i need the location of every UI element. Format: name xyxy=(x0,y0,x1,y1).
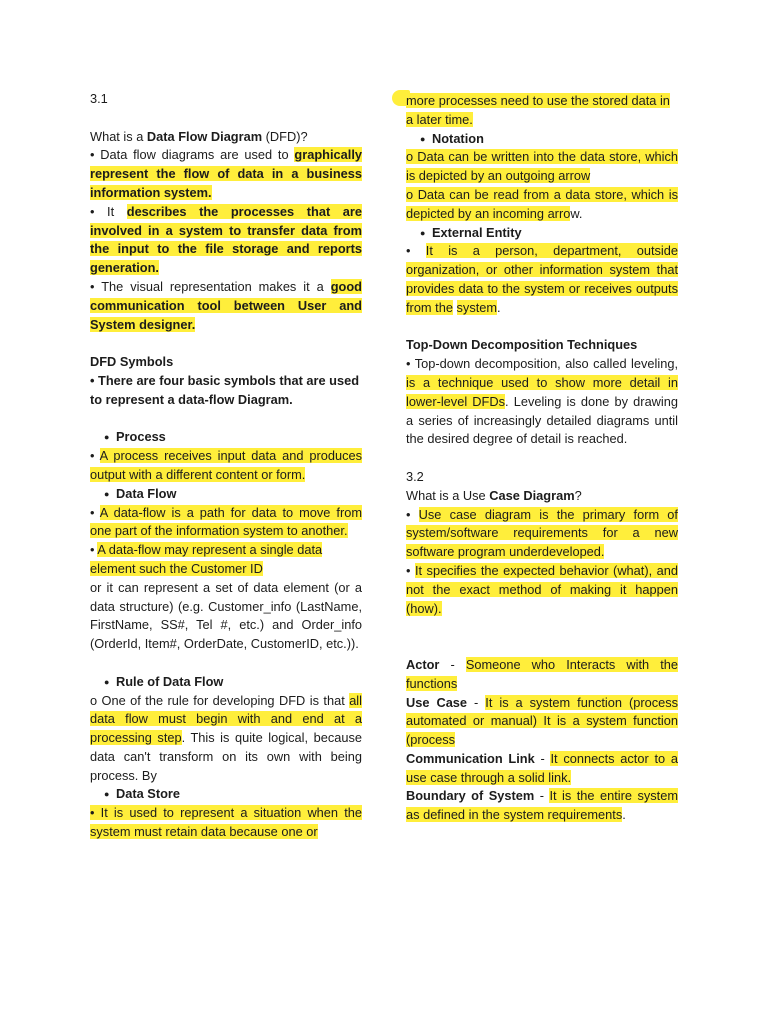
process-heading: ● Process xyxy=(90,428,362,447)
section-number-2: 3.2 xyxy=(406,468,424,484)
symbols-heading: DFD Symbols xyxy=(90,354,174,370)
symbols-intro: • There are four basic symbols that are used to represent a data-flow Diagram. xyxy=(90,372,360,407)
dataflow-heading: ● Data Flow xyxy=(90,485,362,504)
dfd-paragraph-2: • It describes the processes that are involved in a system to transfer data from the input to the file storage and reports generation. xyxy=(90,203,362,276)
section-number: 3.1 xyxy=(90,91,108,106)
rule-heading: ● Rule of Data Flow xyxy=(90,673,362,692)
store-heading: ● Data Store xyxy=(90,785,362,804)
process-text: • A process receives input data and produces output with a different content or form. xyxy=(90,448,362,482)
store-text: • It is used to represent a situation when the system must retain data because one or xyxy=(90,805,362,840)
dfd-paragraph-3: • The visual representation makes it a good communication tool between User and System designer. xyxy=(90,278,362,332)
dataflow-text-3: or it can represent a set of data element (or a data structure) (e.g. Customer_info (LastName, FirstName, SS#, Tel #, etc.) and Order_info (OrderId, Item#, OrderDate, CustomerID, etc.)). xyxy=(90,579,362,652)
notation-heading: ● Notation xyxy=(406,130,678,149)
question-dfd: What is a Data Flow Diagram (DFD)? xyxy=(90,128,308,144)
entity-heading: ● External Entity xyxy=(406,224,678,243)
usecase-text-1: • Use case diagram is the primary form of system/software requirements for a new software program underdeveloped. xyxy=(406,506,678,560)
store-continuation: more processes need to use the stored data in a later time. xyxy=(406,93,670,127)
rule-text: o One of the rule for developing DFD is that all data flow must begin with and end at a processing step. This is quite logical, because data can't transform on its own with being process. By xyxy=(90,692,362,783)
usecase-text-2: • It specifies the expected behavior (what), and not the exact method of making it happen (how). xyxy=(406,562,678,616)
entity-text: • It is a person, department, outside organization, or other information system that provides data to the system or receives outputs from the system. xyxy=(406,243,678,315)
notation-text-2: o Data can be read from a data store, which is depicted by an incoming arrow. xyxy=(406,186,678,221)
boundary-definition: Boundary of System - It is the entire system as defined in the system requirements. xyxy=(406,788,679,823)
right-column xyxy=(406,92,678,825)
question-usecase: What is a Use Case Diagram? xyxy=(406,487,582,503)
communication-link-definition: Communication Link - It connects actor to a use case through a solid link. xyxy=(406,750,678,785)
left-column xyxy=(90,90,362,842)
actor-definition: Actor - Someone who Interacts with the functions xyxy=(406,656,678,691)
topdown-text: • Top-down decomposition, also called leveling, is a technique used to show more detail in lower-level DFDs. Leveling is done by drawing a series of increasingly detailed diagrams until the desired degree of detail is reached. xyxy=(406,356,678,447)
dfd-paragraph-1: • Data flow diagrams are used to graphically represent the flow of data in a business information system. xyxy=(90,147,362,200)
topdown-heading: Top-Down Decomposition Techniques xyxy=(406,337,638,353)
notation-text-1: o Data can be written into the data store, which is depicted by an outgoing arrow xyxy=(406,149,678,184)
usecase-definition: Use Case - It is a system function (process automated or manual) It is a system function (process xyxy=(406,694,679,748)
dataflow-text-2: • A data-flow may represent a single data element such the Customer ID xyxy=(90,542,323,576)
dataflow-text-1: • A data-flow is a path for data to move from one part of the information system to another. xyxy=(90,504,362,539)
